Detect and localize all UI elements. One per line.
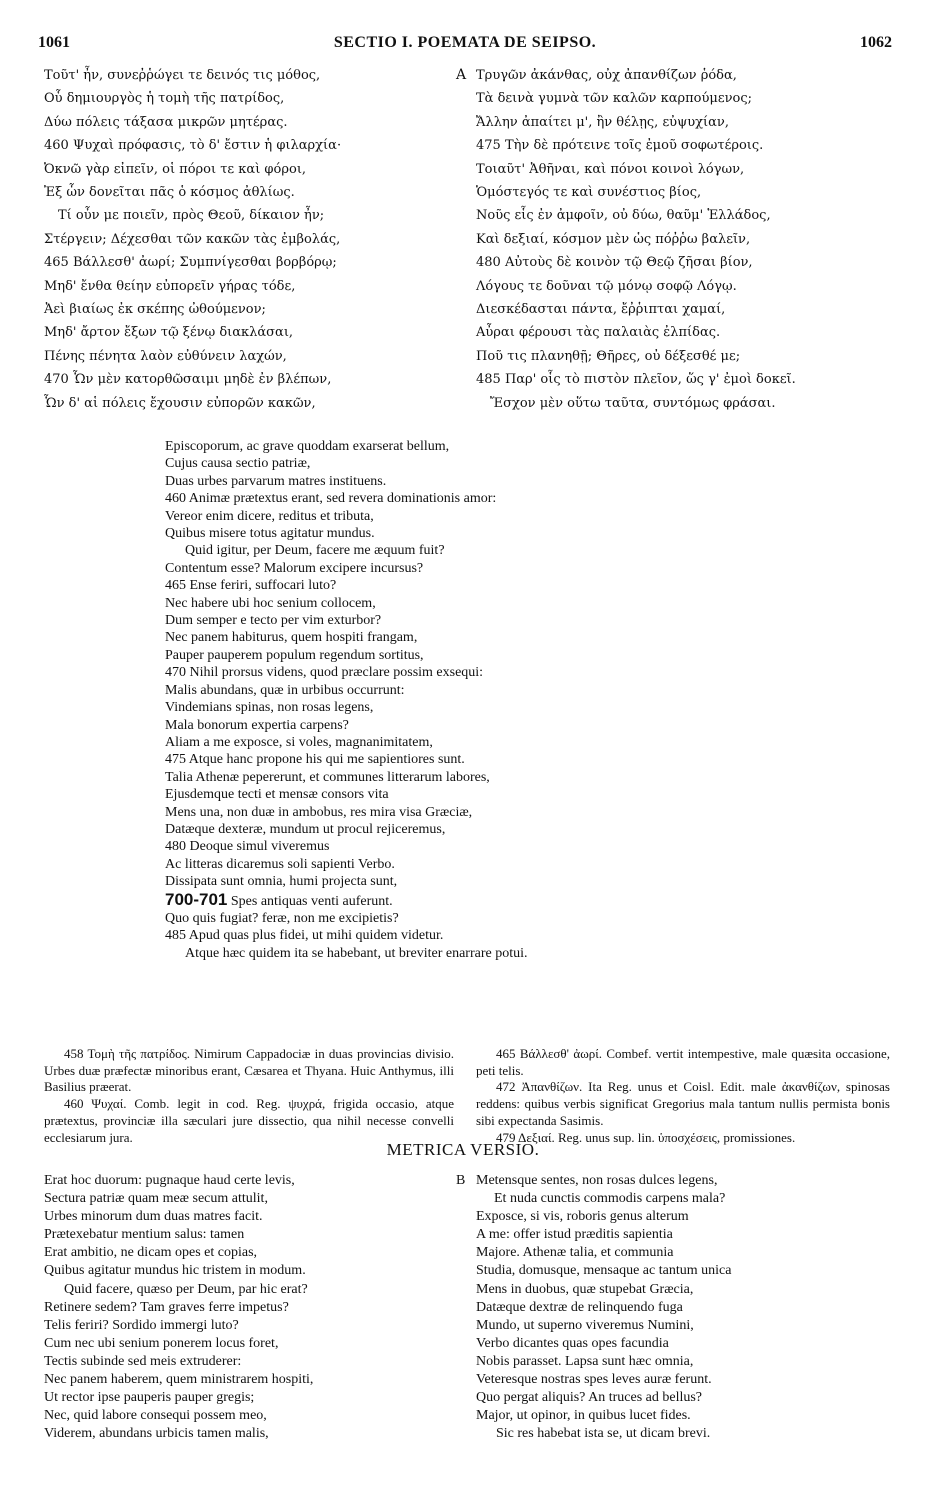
metrica-verse-line [476,1190,896,1208]
verse-text: Τὰ δεινὰ γυμνὰ τῶν καλῶν καρπούμενος; [476,91,752,107]
verse-text: Nec habere ubi hoc senium collocem, [165,595,376,611]
footnotes-right-column [476,1046,890,1146]
greek-verse-line: 470 Ὧν μὲν κατορθῶσαιμι μηδὲ ἐν βλέπων, [44,372,332,388]
metrica-verse-line [476,1208,896,1226]
metrica-verse-line [476,1244,896,1262]
verse-text: Majore. Athenæ talia, et communia [476,1245,674,1261]
page-number-left: 1061 [38,34,70,51]
latin-verse-line [165,821,725,838]
verse-text: Spes antiquas venti auferunt. [230,893,393,909]
verse-text: Νοῦς εἷς ἐν ἀμφοῖν, οὐ δύω, θαῦμ' Ἑλλάδος, [476,208,771,224]
verse-text: Quid igitur, per Deum, facere me æquum fuit? [185,543,445,559]
latin-verse-line [165,786,725,803]
metrica-verse-line: Nec, quid labore consequi possem meo, [44,1408,267,1424]
margin-letter: B [456,1173,466,1188]
greek-verse-line [476,111,896,134]
verse-text: Καὶ δεξιαί, κόσμον μὲν ὡς πόῤῥω βαλεῖν, [476,231,751,247]
metrica-verse-line: Nec panem haberem, quem ministrarem hospiti, [44,1372,314,1388]
metrica-verse-line: Urbes minorum dum duas matres facit. [44,1209,263,1225]
latin-verse-line [165,927,725,944]
greek-verse-line: Τί οὖν με ποιεῖν, πρὸς Θεοῦ, δίκαιον ἦν; [58,208,325,224]
verse-text: 485 Παρ' οἷς τὸ πιστὸν πλεῖον, ὥς γ' ἐμοὶ δοκεῖ. [476,372,796,388]
verse-text: Major, ut opinor, in quibus lucet fides. [476,1408,691,1424]
verse-text: Ac litteras dicaremus soli sapienti Verbo. [165,856,395,872]
metrica-versio-heading: METRICA VERSIO. [386,1140,540,1159]
greek-text-left-column [44,64,454,415]
latin-verse-line [165,560,725,577]
greek-verse-line: Τοῦτ' ἦν, συνεῤῥώγει τε δεινός τις μόθος, [44,68,321,83]
greek-verse-line: Στέργειν; Δέχεσθαι τῶν κακῶν τὰς ἐμβολάς, [44,231,341,247]
verse-text: 475 Atque hanc propone his qui me sapientiores sunt. [165,752,465,768]
metrica-verse-line: Prætexebatur mentium salus: tamen [44,1227,245,1243]
latin-verse-line [165,455,725,472]
verse-text: Mens in duobus, quæ stupebat Græcia, [476,1281,694,1297]
verse-text: Διεσκέδασται πάντα, ἔῤῥιπται χαμαί, [476,302,726,318]
footnote: 460 Ψυχαί. Comb. legit in cod. Reg. ψυχρά, frigida occasio, atque prætextus, provinciæ illa sæculari jure dissectio, qua nihil necesse convelli ecclesiarum jura. [44,1096,454,1145]
verse-text: Duas urbes parvarum matres instituens. [165,473,387,489]
greek-verse-line [476,368,896,391]
verse-text: Metensque sentes, non rosas dulces legens, [476,1173,718,1188]
metrica-verse-line [476,1335,896,1353]
verse-text: Mala bonorum expertia carpens? [165,717,349,733]
latin-verse-line [165,525,725,542]
column-number-marker: 700-701 [165,889,228,909]
greek-text-right-column [456,64,896,415]
metrica-verse-line [476,1389,896,1407]
greek-verse-line: Δύω πόλεις τάξασα μικρῶν μητέρας. [44,114,288,130]
verse-text: Studia, domusque, mensaque ac tantum unica [476,1263,732,1279]
verse-text: Exposce, si vis, roboris genus alterum [476,1209,689,1225]
verse-text: Αὖραι φέρουσι τὰς παλαιὰς ἐλπίδας. [476,325,721,341]
running-title: SECTIO I. POEMATA DE SEIPSO. [333,34,597,51]
verse-text: Ὁμόστεγός τε καὶ συνέστιος βίος, [476,185,702,201]
verse-text: Talia Athenæ pepererunt, et communes litterarum labores, [165,769,490,785]
verse-text: Contentum esse? Malorum excipere incursus? [165,560,424,576]
metrica-verse-line [476,1371,896,1389]
footnote: 472 Ἀπανθίζων. Ita Reg. unus et Coisl. Edit. male ἀκανθίζων, spinosas reddens: quibus verbis significat Gregorius mala tantum nullis permista bonis sibi expectanda Sasimis. [476,1079,890,1128]
greek-verse-line: Ὧν δ' αἱ πόλεις ἔχουσιν εὐπορῶν κακῶν, [44,395,316,411]
verse-text: Datæque dextræ de relinquendo fuga [476,1299,683,1315]
greek-verse-line: Οὗ δημιουργὸς ἡ τομὴ τῆς πατρίδος, [44,91,285,107]
verse-text: Dum semper e tecto per vim exturbor? [165,613,382,629]
footnote: 465 Βάλλεσθ' ἀωρί. Combef. vertit intempestive, male quæsita occasione, peti telis. [476,1046,890,1078]
latin-verse-line [165,629,725,646]
metrica-verse-line [476,1262,896,1280]
greek-verse-line [476,321,896,344]
verse-text: 465 Ense feriri, suffocari luto? [165,578,337,594]
latin-verse-line [165,647,725,664]
verse-text: Ἔσχον μὲν οὕτω ταῦτα, συντόμως φράσαι. [490,395,776,411]
footnote: 458 Τομὴ τῆς πατρίδος. Nimirum Cappadociæ in duas provincias divisio. Urbes duæ præfectæ minoribus erant, Cæsarea et Thyana. Huic Anthymus, illi Basilius præerat. [44,1046,454,1095]
verse-text: Nobis parasset. Lapsa sunt hæc omnia, [476,1353,694,1369]
greek-verse-line [476,392,896,415]
verse-text: Nec panem habiturus, quem hospiti frangam, [165,630,418,646]
margin-letter: A [456,67,467,83]
verse-text: Veteresque nostras spes leves auræ ferunt. [476,1372,712,1388]
latin-verse-line [165,490,725,507]
latin-verse-line [165,612,725,629]
latin-verse-line [165,577,725,594]
latin-verse-line [165,769,725,786]
greek-verse-line: 460 Ψυχαὶ πρόφασις, τὸ δ' ἔστιν ἡ φιλαρχία· [44,138,342,154]
greek-verse-line [476,275,896,298]
greek-verse-line: Μηδ' ἄρτον ἔξων τῷ ξένῳ διακλάσαι, [44,325,294,341]
metrica-verse-line [476,1353,896,1371]
greek-verse-line [476,251,896,274]
latin-verse-line [165,891,725,910]
greek-verse-line [476,204,896,227]
latin-verse-line [165,438,725,455]
verse-text: Quo quis fugiat? feræ, non me excipietis? [165,910,399,926]
greek-verse-line [476,345,896,368]
metrica-verse-line: Quibus agitatur mundus hic tristem in modum. [44,1263,306,1279]
latin-verse-line [165,682,725,699]
latin-verse-line [165,751,725,768]
verse-text: Ποῦ τις πλανηθῇ; Θῆρες, οὐ δέξεσθέ με; [476,348,741,364]
latin-verse-line [165,664,725,681]
verse-text: Sic res habebat ista se, ut dicam brevi. [496,1426,711,1442]
verse-text: Ἄλλην ἀπαίτει μ', ἢν θέλῃς, εὐψυχίαν, [476,114,729,130]
greek-verse-line: Ὀκνῶ γὰρ εἰπεῖν, οἱ πόροι τε καὶ φόροι, [44,161,307,177]
verse-text: A me: offer istud præditis sapientia [476,1227,673,1243]
metrica-verse-line [476,1281,896,1299]
metrica-verse-line: Tectis subinde sed meis extruderer: [44,1353,242,1369]
latin-verse-line [165,717,725,734]
metrica-verse-line: Ut rector ipse pauperis pauper gregis; [44,1390,255,1406]
verse-text: 485 Apud quas plus fidei, ut mihi quidem videtur. [165,928,444,944]
latin-verse-line [165,734,725,751]
metrica-verse-line [476,1407,896,1425]
greek-verse-line [476,158,896,181]
metrica-verse-line [476,1299,896,1317]
latin-verse-line [165,508,725,525]
verse-text: Mundo, ut superno viveremus Numini, [476,1317,694,1333]
greek-verse-line [476,87,896,110]
latin-verse-line [165,873,725,890]
greek-verse-line: Ἐξ ὧν δονεῖται πᾶς ὁ κόσμος ἀθλίως. [44,185,295,201]
verse-text: 470 Nihil prorsus videns, quod præclare possim exsequi: [165,665,484,681]
verse-text: Vereor enim dicere, reditus et tributa, [165,508,374,524]
greek-verse-line: Πένης πένητα λαὸν εὐθύνειν λαχών, [44,348,287,364]
greek-verse-line [456,64,896,87]
metrica-verse-line [456,1172,896,1190]
verse-text: Cujus causa sectio patriæ, [165,456,311,472]
verse-text: Datæque dexteræ, mundum ut procul rejiceremus, [165,821,446,837]
metrica-verse-line [476,1425,896,1443]
page-header [38,34,892,56]
verse-text: Dissipata sunt omnia, humi projecta sunt, [165,874,398,890]
greek-verse-line: Μηδ' ἔνθα θείην εὐπορεῖν γήρας τόδε, [44,278,296,294]
verse-text: Λόγους τε δοῦναι τῷ μόνῳ σοφῷ Λόγῳ. [476,278,737,294]
page-number-right: 1062 [860,34,892,51]
latin-verse-line [165,804,725,821]
verse-text: Quibus misere totus agitatur mundus. [165,526,375,542]
metrica-verse-line: Sectura patriæ quam meæ secum attulit, [44,1191,268,1207]
greek-verse-line [476,228,896,251]
latin-verse-line [165,910,725,927]
greek-verse-line [476,181,896,204]
greek-verse-line [476,134,896,157]
verse-text: Mens una, non duæ in ambobus, res mira visa Græciæ, [165,804,473,820]
metrica-verse-line: Erat hoc duorum: pugnaque haud certe levis, [44,1173,295,1188]
footnotes-left-column [44,1046,454,1146]
latin-verse-line [165,699,725,716]
verse-text: Malis abundans, quæ in urbibus occurrunt: [165,682,405,698]
latin-verse-line [165,945,725,962]
metrica-left-column [44,1172,444,1443]
verse-text: Ejusdemque tecti et mensæ consors vita [165,787,389,803]
verse-text: Pauper pauperem populum regendum sortitus, [165,647,424,663]
verse-text: Aliam a me exposce, si voles, magnanimitatem, [165,734,433,750]
metrica-right-column [456,1172,896,1443]
latin-verse-line [165,473,725,490]
metrica-verse-line: Erat ambitio, ne dicam opes et copias, [44,1245,258,1261]
metrica-verse-line: Retinere sedem? Tam graves ferre impetus? [44,1299,289,1315]
latin-verse-line [165,856,725,873]
latin-verse-line [165,595,725,612]
metrica-verse-line: Viderem, abundans urbicis tamen malis, [44,1426,269,1442]
greek-verse-line: 465 Βάλλεσθ' ἀωρί; Συμπνίγεσθαι βορβόρῳ; [44,255,337,271]
latin-verse-line [165,542,725,559]
greek-verse-line: Ἀεὶ βιαίως ἐκ σκέπης ὠθούμενον; [44,302,266,318]
verse-text: Vindemians spinas, non rosas legens, [165,700,374,716]
verse-text: Τοιαῦτ' Ἀθῆναι, καὶ πόνοι κοινοὶ λόγων, [476,161,745,177]
latin-verse-line [165,838,725,855]
metrica-verse-line [476,1226,896,1244]
verse-text: Τρυγῶν ἀκάνθας, οὐχ ἀπανθίζων ῥόδα, [476,68,737,83]
metrica-verse-line: Quid facere, quæso per Deum, par hic erat? [64,1281,308,1297]
metrica-verse-line: Telis feriri? Sordido immergi luto? [44,1317,239,1333]
verse-text: Et nuda cunctis commodis carpens mala? [494,1191,726,1207]
verse-text: Episcoporum, ac grave quoddam exarserat bellum, [165,439,450,454]
verse-text: 480 Deoque simul viveremus [165,839,330,855]
verse-text: 480 Αὐτοὺς δὲ κοινὸν τῷ Θεῷ ζῆσαι βίον, [476,255,753,271]
metrica-verse-line [476,1317,896,1335]
footnote: 479 Δεξιαί. Reg. unus sup. lin. ὑποσχέσεις, promissiones. [496,1129,796,1145]
greek-verse-line [476,298,896,321]
verse-text: Quo pergat aliquis? An truces ad bellus? [476,1390,703,1406]
verse-text: Atque hæc quidem ita se habebant, ut breviter enarrare potui. [185,945,528,961]
verse-text: Verbo dicantes quas opes facundia [476,1335,669,1351]
verse-text: 475 Τὴν δὲ πρότεινε τοῖς ἐμοῦ σοφωτέροις. [476,138,764,154]
verse-text: 460 Animæ prætextus erant, sed revera dominationis amor: [165,491,497,507]
metrica-verse-line: Cum nec ubi senium ponerem locus foret, [44,1335,279,1351]
latin-translation [165,438,725,962]
